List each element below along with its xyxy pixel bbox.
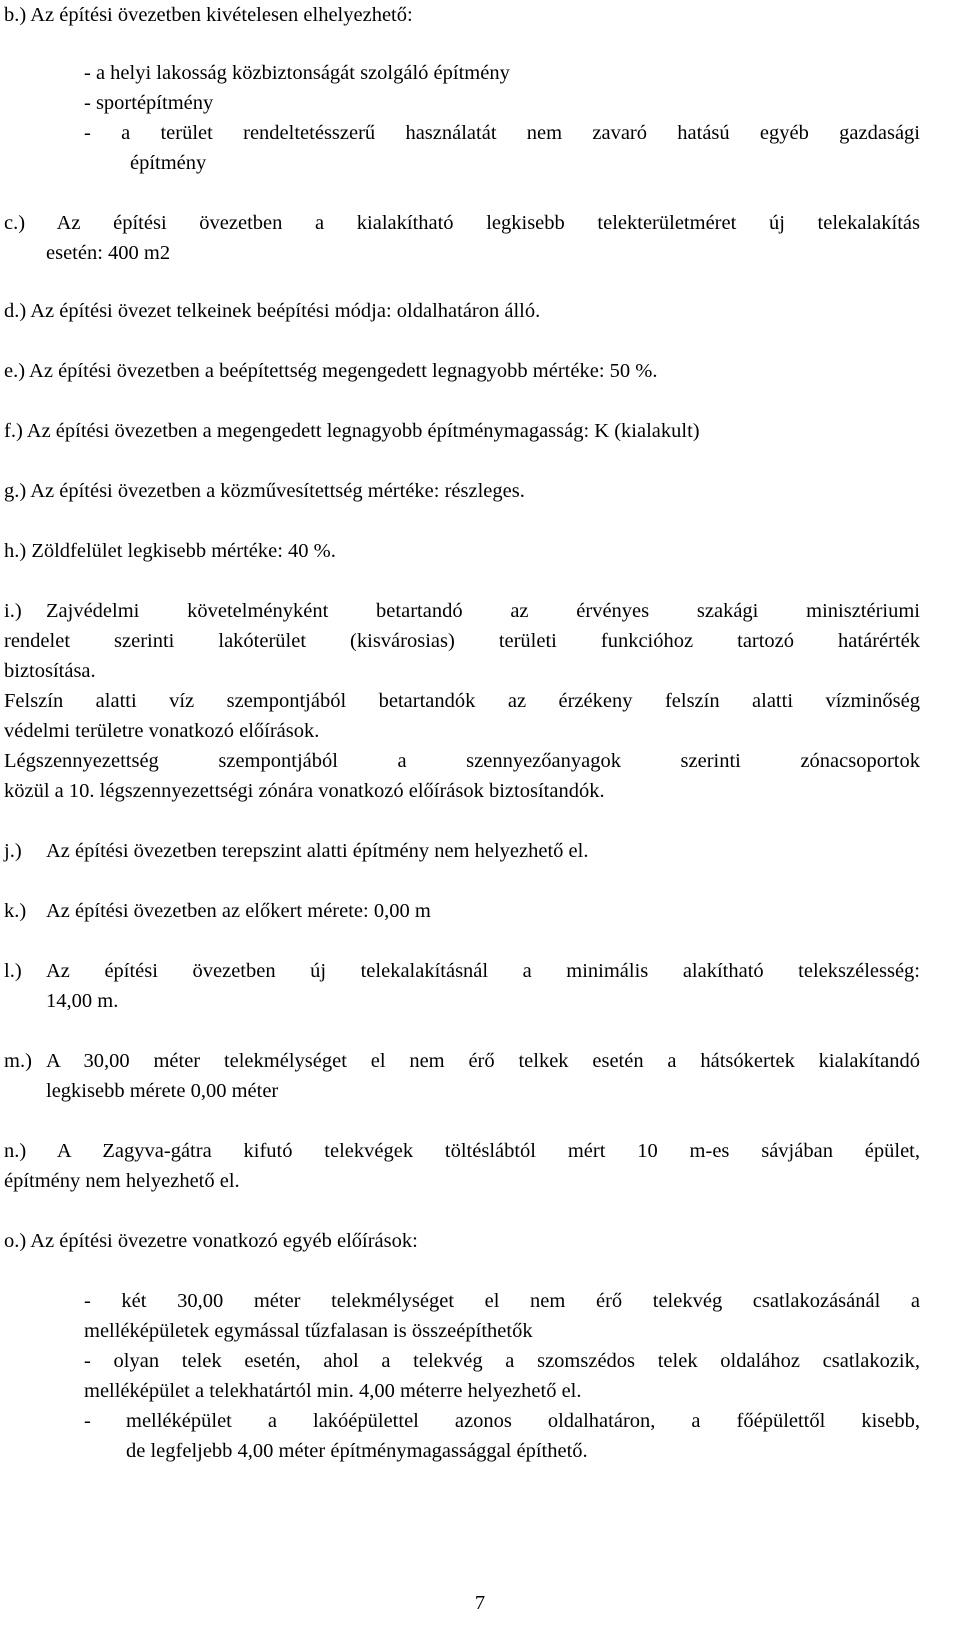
o-line-4: melléképület a telekhatártól min. 4,00 méterre helyezhető el. xyxy=(84,1380,582,1402)
page-number: 7 xyxy=(474,1592,486,1614)
m-line-1: A 30,00 méter telekmélységet el nem érő telkek esetén a hátsókertek kialakítandó xyxy=(46,1050,920,1072)
o-heading: o.) Az építési övezetre vonatkozó egyéb előírások: xyxy=(4,1230,418,1252)
o-line-1: - két 30,00 méter telekmélységet el nem érő telekvég csatlakozásánál a xyxy=(84,1290,920,1312)
n-line-2: építmény nem helyezhető el. xyxy=(4,1170,240,1192)
j-line: Az építési övezetben terepszint alatti építmény nem helyezhető el. xyxy=(46,840,589,862)
k-label: k.) xyxy=(4,900,27,922)
i-line-6: Légszennyezettség szempontjából a szennyezőanyagok szerinti zónacsoportok xyxy=(4,750,920,772)
d-line: d.) Az építési övezet telkeinek beépítési módja: oldalhatáron álló. xyxy=(4,300,541,322)
f-line: f.) Az építési övezetben a megengedett legnagyobb építménymagasság: K (kialakult) xyxy=(4,420,700,442)
i-line-1: Zajvédelmi követelményként betartandó az érvényes szakági minisztériumi xyxy=(46,600,920,622)
o-line-2: melléképületek egymással tűzfalasan is összeépíthetők xyxy=(84,1320,533,1342)
b-item-2: - sportépítmény xyxy=(84,92,214,114)
l-line-2: 14,00 m. xyxy=(46,990,119,1012)
b-heading: b.) Az építési övezetben kivételesen elhelyezhető: xyxy=(4,4,413,26)
n-line-1: n.) A Zagyva-gátra kifutó telekvégek töltéslábtól mért 10 m-es sávjában épület, xyxy=(4,1140,920,1162)
o-line-6: de legfeljebb 4,00 méter építménymagassággal építhető. xyxy=(126,1440,588,1462)
k-line: Az építési övezetben az előkert mérete: 0,00 m xyxy=(46,900,431,922)
j-label: j.) xyxy=(4,840,22,862)
l-line-1: Az építési övezetben új telekalakításnál a minimális alakítható telekszélesség: xyxy=(46,960,920,982)
b-item-1: - a helyi lakosság közbiztonságát szolgáló építmény xyxy=(84,62,510,84)
b-item-3-cont: építmény xyxy=(130,152,207,174)
c-line-2: esetén: 400 m2 xyxy=(46,242,171,264)
i-line-3: biztosítása. xyxy=(4,660,96,682)
h-line: h.) Zöldfelület legkisebb mértéke: 40 %. xyxy=(4,540,336,562)
o-line-5: melléképület a lakóépülettel azonos oldalhatáron, a főépülettől kisebb, xyxy=(126,1410,920,1432)
i-label: i.) xyxy=(4,600,22,622)
o-last-dash: - xyxy=(84,1410,91,1432)
b-item-3: - a terület rendeltetésszerű használatát nem zavaró hatású egyéb gazdasági xyxy=(84,122,920,144)
c-line-1: c.) Az építési övezetben a kialakítható legkisebb telekterületméret új telekalakítás xyxy=(4,212,920,234)
i-line-5: védelmi területre vonatkozó előírások. xyxy=(4,720,320,742)
l-label: l.) xyxy=(4,960,22,982)
i-line-2: rendelet szerinti lakóterület (kisvárosias) területi funkcióhoz tartozó határérték xyxy=(4,630,920,652)
m-label: m.) xyxy=(4,1050,32,1072)
g-line: g.) Az építési övezetben a közművesítettség mértéke: részleges. xyxy=(4,480,525,502)
e-line: e.) Az építési övezetben a beépítettség megengedett legnagyobb mértéke: 50 %. xyxy=(4,360,658,382)
m-line-2: legkisebb mérete 0,00 méter xyxy=(46,1080,279,1102)
i-line-4: Felszín alatti víz szempontjából betartandók az érzékeny felszín alatti vízminőség xyxy=(4,690,920,712)
i-line-7: közül a 10. légszennyezettségi zónára vonatkozó előírások biztosítandók. xyxy=(4,780,605,802)
o-line-3: - olyan telek esetén, ahol a telekvég a szomszédos telek oldalához csatlakozik, xyxy=(84,1350,920,1372)
